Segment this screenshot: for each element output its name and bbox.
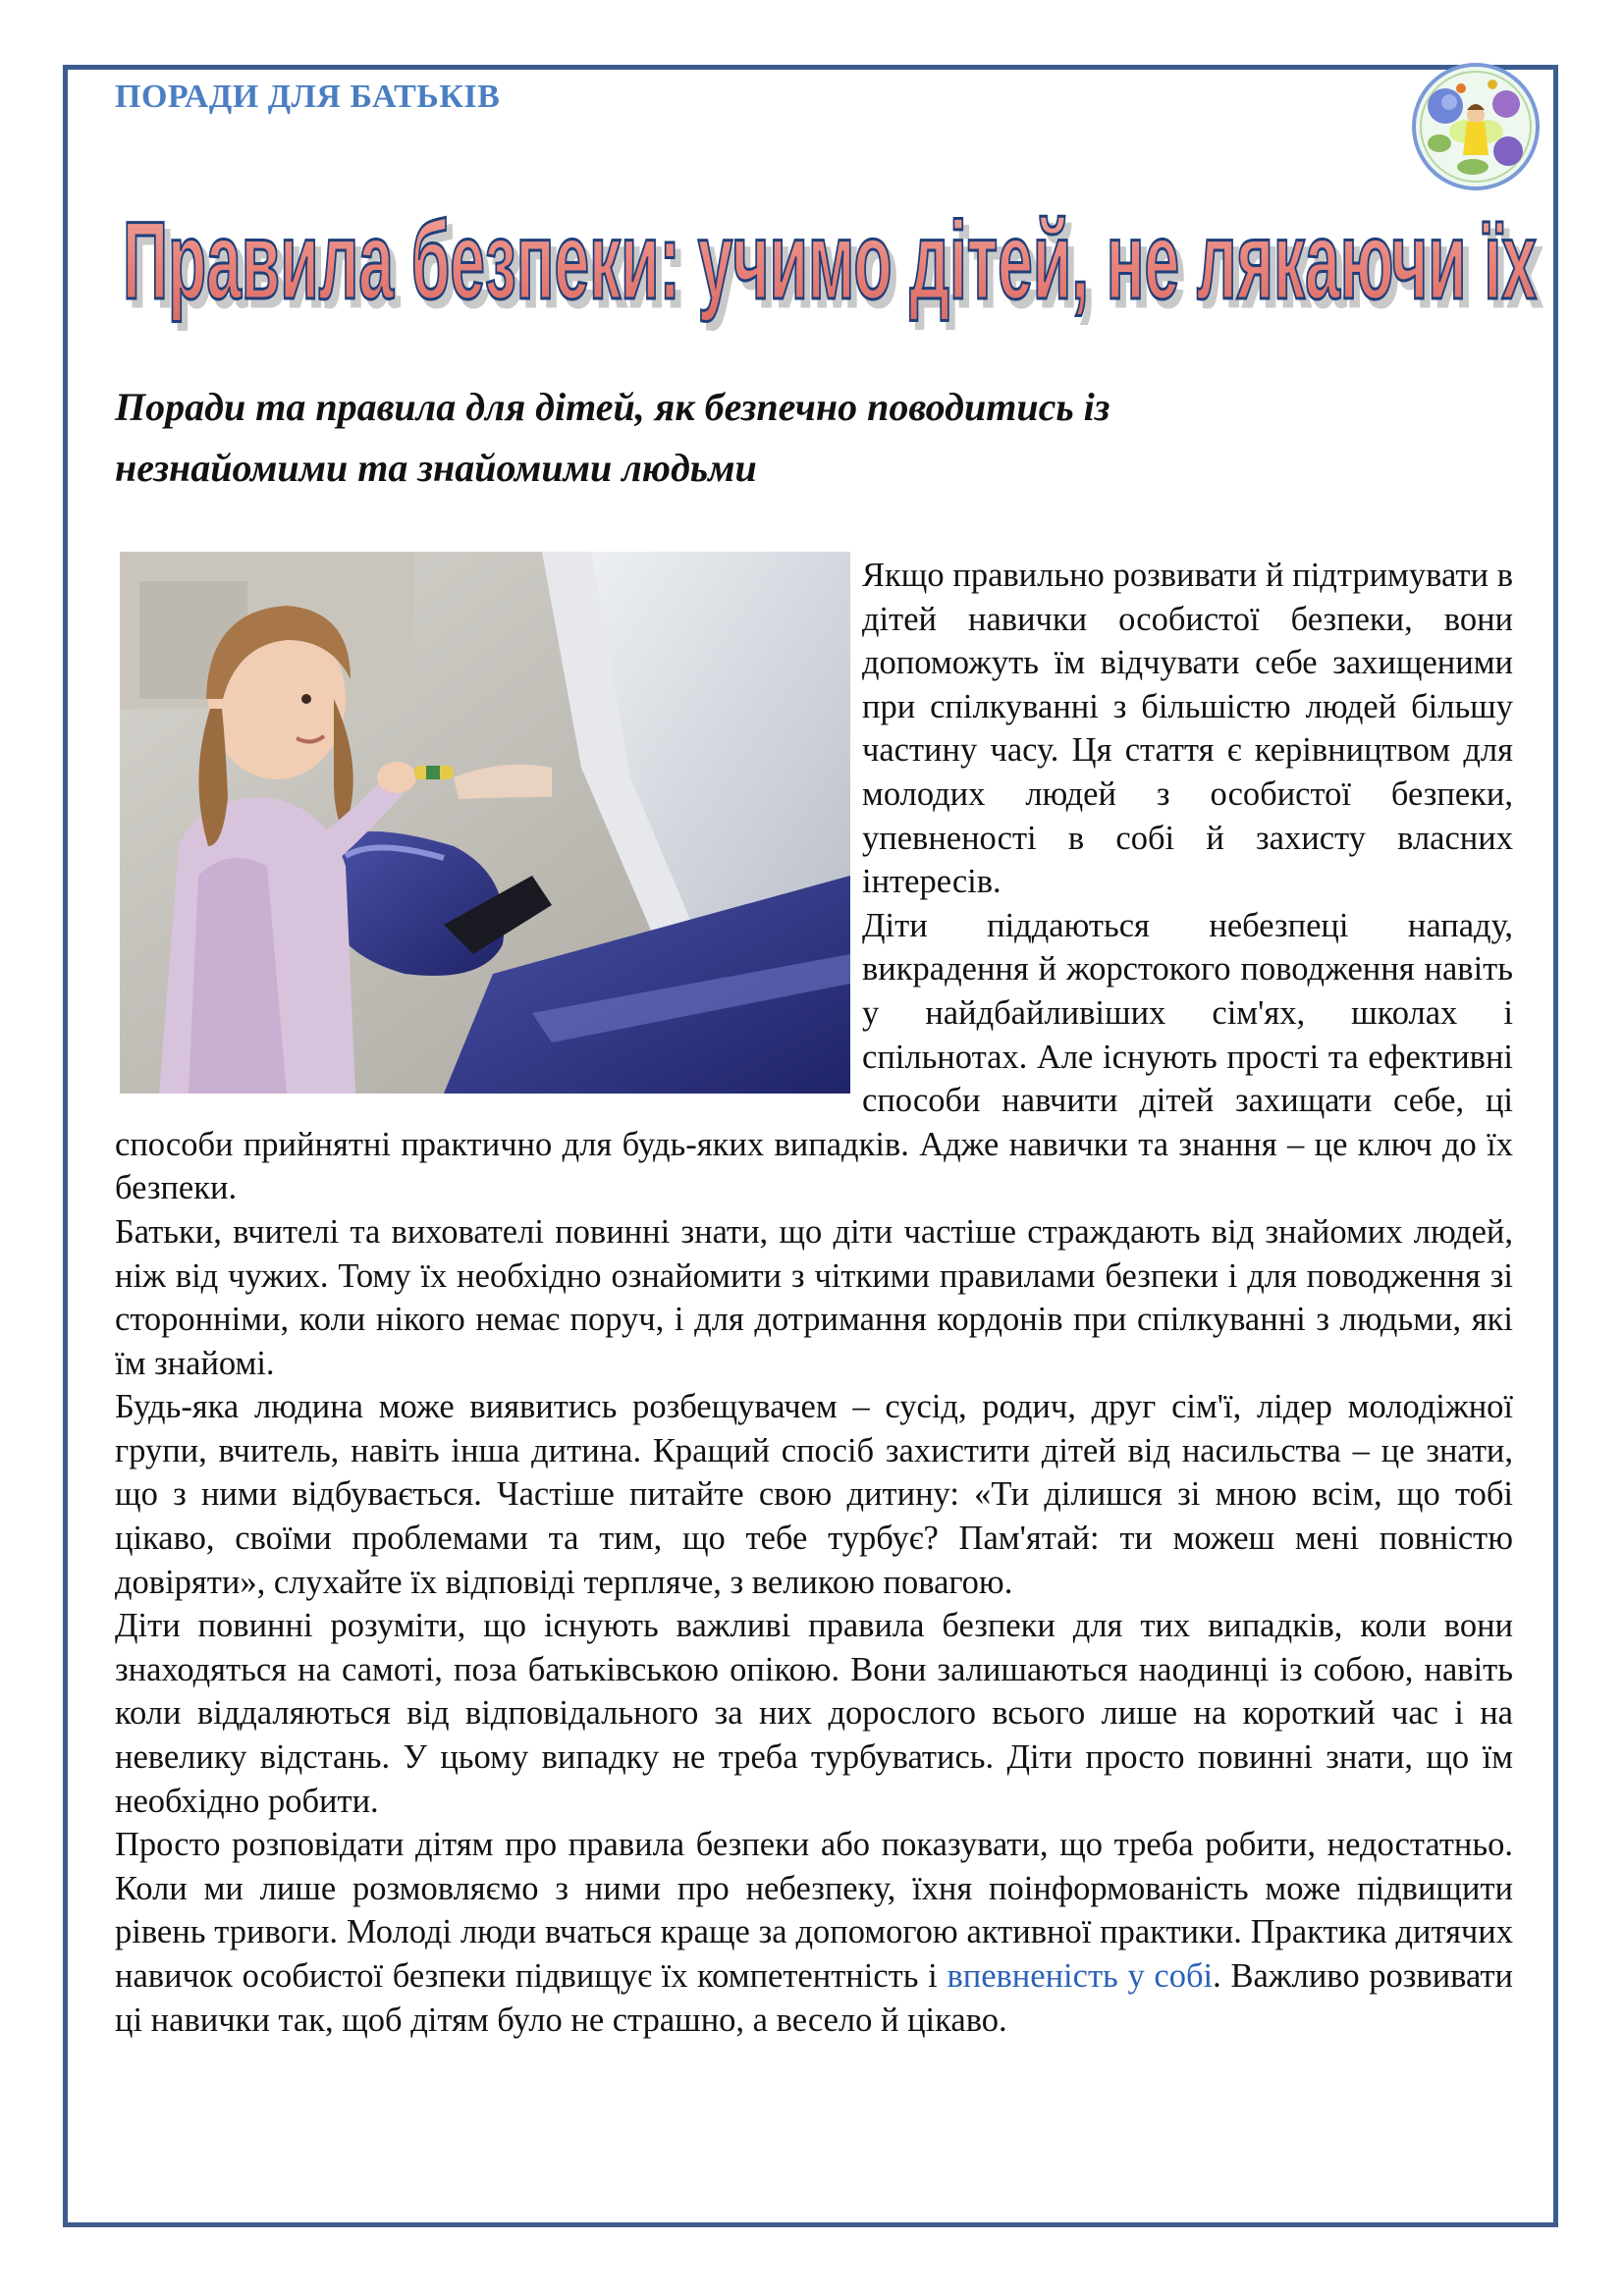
title-shadow: Правила безпеки: учимо дітей, не лякаючи їх <box>129 207 1543 330</box>
paragraph-1: Якщо правильно розвивати й підтримувати в дітей навички особистої безпеки, вони допоможуть їм відчувати себе захищеними при спілкуванні з більшістю людей більшу частину часу. Ця стаття є керівництвом для молодих людей з особистої безпеки, упевненості в собі й захисту власних інтересів. <box>862 557 1513 901</box>
confidence-link[interactable]: впевненість у собі <box>947 1957 1214 1995</box>
section-label: ПОРАДИ ДЛЯ БАТЬКІВ <box>115 79 501 115</box>
article-body <box>115 554 1513 2042</box>
paragraph-6 <box>115 1823 1513 2042</box>
paragraph-6-text-b: . Важливо розвивати ці навички так, щоб дітям було не страшно, а весело й цікаво. <box>115 1957 1513 2039</box>
flower-fairy-emblem-icon <box>1410 61 1542 192</box>
paragraph-4: Будь-яка людина може виявитись розбещувачем – сусід, родич, друг сім'ї, лідер молодіжної групи, вчитель, навіть інша дитина. Кращий спосіб захистити дітей від насильства – це знати, що з ними відбувається. Частіше питайте свою дитину: «Ти ділишся зі мною всім, що тобі цікаво, своїми проблемами та тим, що тебе турбує? Пам'ятай: ти можеш мені повністю довіряти», слухайте їх відповіді терпляче, з великою повагою. <box>115 1388 1513 1601</box>
title-text: Правила безпеки: учимо дітей, не лякаючи їх <box>123 199 1537 322</box>
paragraph-6-text-a: Просто розповідати дітям про правила безпеки або показувати, що треба робити, недостатньо. Коли ми лише розмовляємо з ними про небезпеку, їхня поінформованість може підвищити рівень тривоги. Молоді люди вчаться краще за допомогою активної практики. Практика дитячих навичок особистої безпеки підвищує їх компетентність і <box>115 1826 1513 1995</box>
subtitle-line-2: незнайомими та знайомими людьми <box>115 446 757 490</box>
main-title-wordart <box>59 188 1551 355</box>
paragraph-3: Батьки, вчителі та вихователі повинні знати, що діти частіше страждають від знайомих людей, ніж від чужих. Тому їх необхідно ознайомити з чіткими правилами безпеки і для поводження зі сторонніми, коли нікого немає поруч, і для дотримання кордонів при спілкуванні з людьми, які їм знайомі. <box>115 1212 1513 1382</box>
subtitle-line-1: Поради та правила для дітей, як безпечно поводитись із <box>115 385 1110 429</box>
paragraph-2: Діти піддаються небезпеці нападу, викрадення й жорстокого поводження навіть у найдбайливіших сім'ях, школах і спільнотах. Але існують прості та ефективні способи навчити дітей захищати себе, ці способи прийнятні практично для будь-яких випадків. Адже навички та знання – це ключ до їх безпеки. <box>115 906 1513 1207</box>
paragraph-5: Діти повинні розуміти, що існують важливі правила безпеки для тих випадків, коли вони знаходяться на самоті, поза батьківською опікою. Вони залишаються наодинці із собою, навіть коли віддаляються від відповідального за них дорослого всього лише на короткий час і на невелику відстань. У цьому випадку не треба турбуватись. Діти просто повинні знати, що їм необхідно робити. <box>115 1607 1513 1820</box>
photo-wrap-space <box>115 554 862 1119</box>
subtitle <box>115 377 1391 499</box>
